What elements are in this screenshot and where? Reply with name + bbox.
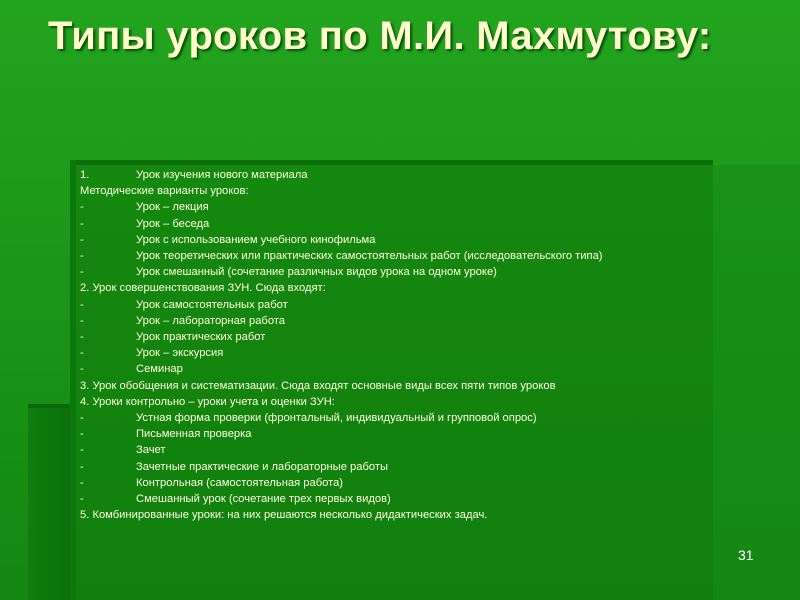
list-item-text: Урок – беседа xyxy=(136,217,210,230)
list-item-text: Смешанный урок (сочетание трех первых видов) xyxy=(136,493,391,506)
list-item xyxy=(80,199,730,215)
list-item-text: Зачет xyxy=(136,444,166,457)
list-item-text: 2. Урок совершенствования ЗУН. Сюда входят: xyxy=(80,282,326,295)
list-item xyxy=(80,167,730,183)
list-marker: - xyxy=(80,250,84,263)
lesson-types-list xyxy=(80,167,730,523)
list-marker: - xyxy=(80,347,84,360)
list-item-text: Урок изучения нового материала xyxy=(136,169,308,181)
list-marker: - xyxy=(80,314,84,327)
list-item-text: Урок самостоятельных работ xyxy=(136,298,288,311)
list-marker: 1. xyxy=(80,169,90,181)
list-item-text: Зачетные практические и лабораторные работы xyxy=(136,460,389,473)
list-marker: - xyxy=(80,363,84,376)
list-marker: - xyxy=(80,217,84,230)
list-item xyxy=(80,410,730,426)
list-item-text: Урок с использованием учебного кинофильма xyxy=(136,233,376,246)
list-item-text: Устная форма проверки (фронтальный, индивидуальный и групповой опрос) xyxy=(136,412,537,425)
list-item-text: Урок – лабораторная работа xyxy=(136,314,286,327)
list-marker: - xyxy=(80,331,84,344)
list-marker: - xyxy=(80,233,84,246)
list-marker: - xyxy=(80,266,84,279)
list-marker: - xyxy=(80,412,84,425)
list-item-text: 5. Комбинированные уроки: на них решаются несколько дидактических задач. xyxy=(80,509,488,522)
list-marker: - xyxy=(80,428,84,441)
list-item xyxy=(80,329,730,345)
list-item xyxy=(80,394,730,410)
slide-title: Типы уроков по М.И. Махмутову: xyxy=(48,14,712,58)
list-item-text: Урок – экскурсия xyxy=(136,347,224,360)
list-item xyxy=(80,475,730,491)
list-item-text: Методические варианты уроков: xyxy=(80,185,249,198)
list-item-text: Семинар xyxy=(136,363,183,376)
list-item xyxy=(80,491,730,507)
list-item xyxy=(80,232,730,248)
decorative-band-top xyxy=(70,160,713,165)
list-item-text: Урок смешанный (сочетание различных видов урока на одном уроке) xyxy=(136,266,497,279)
list-item xyxy=(80,313,730,329)
list-item xyxy=(80,507,730,523)
list-item-text: Письменная проверка xyxy=(136,428,252,441)
page-number: 31 xyxy=(738,547,754,563)
list-item xyxy=(80,345,730,361)
list-item xyxy=(80,280,730,296)
list-marker: - xyxy=(80,476,84,489)
list-item-text: 4. Уроки контрольно – уроки учета и оценки ЗУН: xyxy=(80,395,335,408)
list-item xyxy=(80,361,730,377)
list-item-text: Урок теоретических или практических самостоятельных работ (исследовательского типа) xyxy=(136,250,603,263)
list-item-text: Урок практических работ xyxy=(136,331,266,344)
list-item xyxy=(80,183,730,199)
list-item xyxy=(80,442,730,458)
list-marker: - xyxy=(80,460,84,473)
list-item xyxy=(80,248,730,264)
list-item xyxy=(80,216,730,232)
list-item-text: 3. Урок обобщения и систематизации. Сюда входят основные виды всех пяти типов уроков xyxy=(80,379,556,392)
list-item-text: Контрольная (самостоятельная работа) xyxy=(136,476,344,489)
list-marker: - xyxy=(80,298,84,311)
list-marker: - xyxy=(80,493,84,506)
list-item xyxy=(80,264,730,280)
list-item-text: Урок – лекция xyxy=(136,201,209,214)
list-item xyxy=(80,297,730,313)
list-marker: - xyxy=(80,444,84,457)
decorative-band-bottom-left xyxy=(28,404,76,600)
list-marker: - xyxy=(80,201,84,214)
list-item xyxy=(80,459,730,475)
decorative-band-bottom-left-edge xyxy=(28,404,76,408)
list-item xyxy=(80,426,730,442)
list-item xyxy=(80,378,730,394)
decorative-band-left xyxy=(70,160,76,600)
